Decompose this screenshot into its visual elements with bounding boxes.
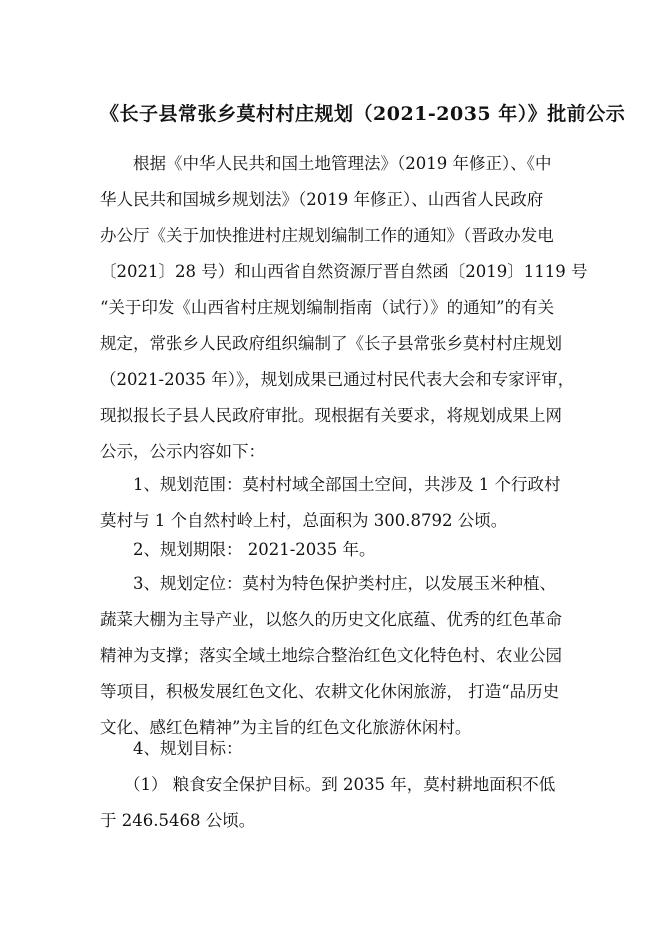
document-title: 《长子县常张乡莫村村庄规划（2021-2035 年）》批前公示 [100,103,626,125]
paragraph-line: 莫村与 1 个自然村岭上村，总面积为 300.8792 公顷。 [100,511,508,530]
paragraph-line: 规定，常张乡人民政府组织编制了《长子县常张乡莫村村庄规划 [100,334,562,353]
paragraph-line: 4、规划目标： [133,739,243,758]
paragraph-goals-heading [100,731,562,767]
paragraph-line: 现拟报长子县人民政府审批。现根据有关要求，将规划成果上网 [100,406,562,425]
paragraph-line: 公示，公示内容如下： [100,442,265,461]
paragraph-line: 3、规划定位：莫村为特色保护类村庄，以发展玉米种植、 [133,574,556,593]
paragraph-positioning [100,566,562,746]
paragraph-line: 华人民共和国城乡规划法》（2019 年修正）、山西省人民政府 [100,190,544,209]
paragraph-line: 1、规划范围：莫村村域全部国土空间，共涉及 1 个行政村 [133,475,561,494]
paragraph-line: 等项目，积极发展红色文化、农耕文化休闲旅游， 打造“品历史 [100,682,560,701]
paragraph-scope [100,467,562,539]
paragraph-goal-1 [100,767,562,839]
paragraph-intro [100,146,588,470]
paragraph-period [100,532,562,568]
paragraph-line: 蔬菜大棚为主导产业，以悠久的历史文化底蕴、优秀的红色革命 [100,610,562,629]
paragraph-line: “关于印发《山西省村庄规划编制指南（试行）》的通知”的有关 [100,298,555,317]
paragraph-line: 文化、感红色精神”为主旨的红色文化旅游休闲村。 [100,718,472,737]
paragraph-line: （1） 粮食安全保护目标。到 2035 年，莫村耕地面积不低 [124,775,556,794]
paragraph-line: 根据《中华人民共和国土地管理法》（2019 年修正）、《中 [133,154,552,173]
paragraph-line: 精神为支撑；落实全域土地综合整治红色文化特色村、农业公园 [100,646,562,665]
paragraph-line: 2、规划期限： 2021-2035 年。 [133,540,376,559]
paragraph-line: （2021-2035 年）》，规划成果已通过村民代表大会和专家评审， [100,370,575,389]
paragraph-line: 〔2021〕28 号）和山西省自然资源厅晋自然函〔2019〕1119 号 [100,262,588,281]
paragraph-line: 办公厅《关于加快推进村庄规划编制工作的通知》（晋政办发电 [100,226,554,245]
paragraph-line: 于 246.5468 公顷。 [100,811,256,830]
